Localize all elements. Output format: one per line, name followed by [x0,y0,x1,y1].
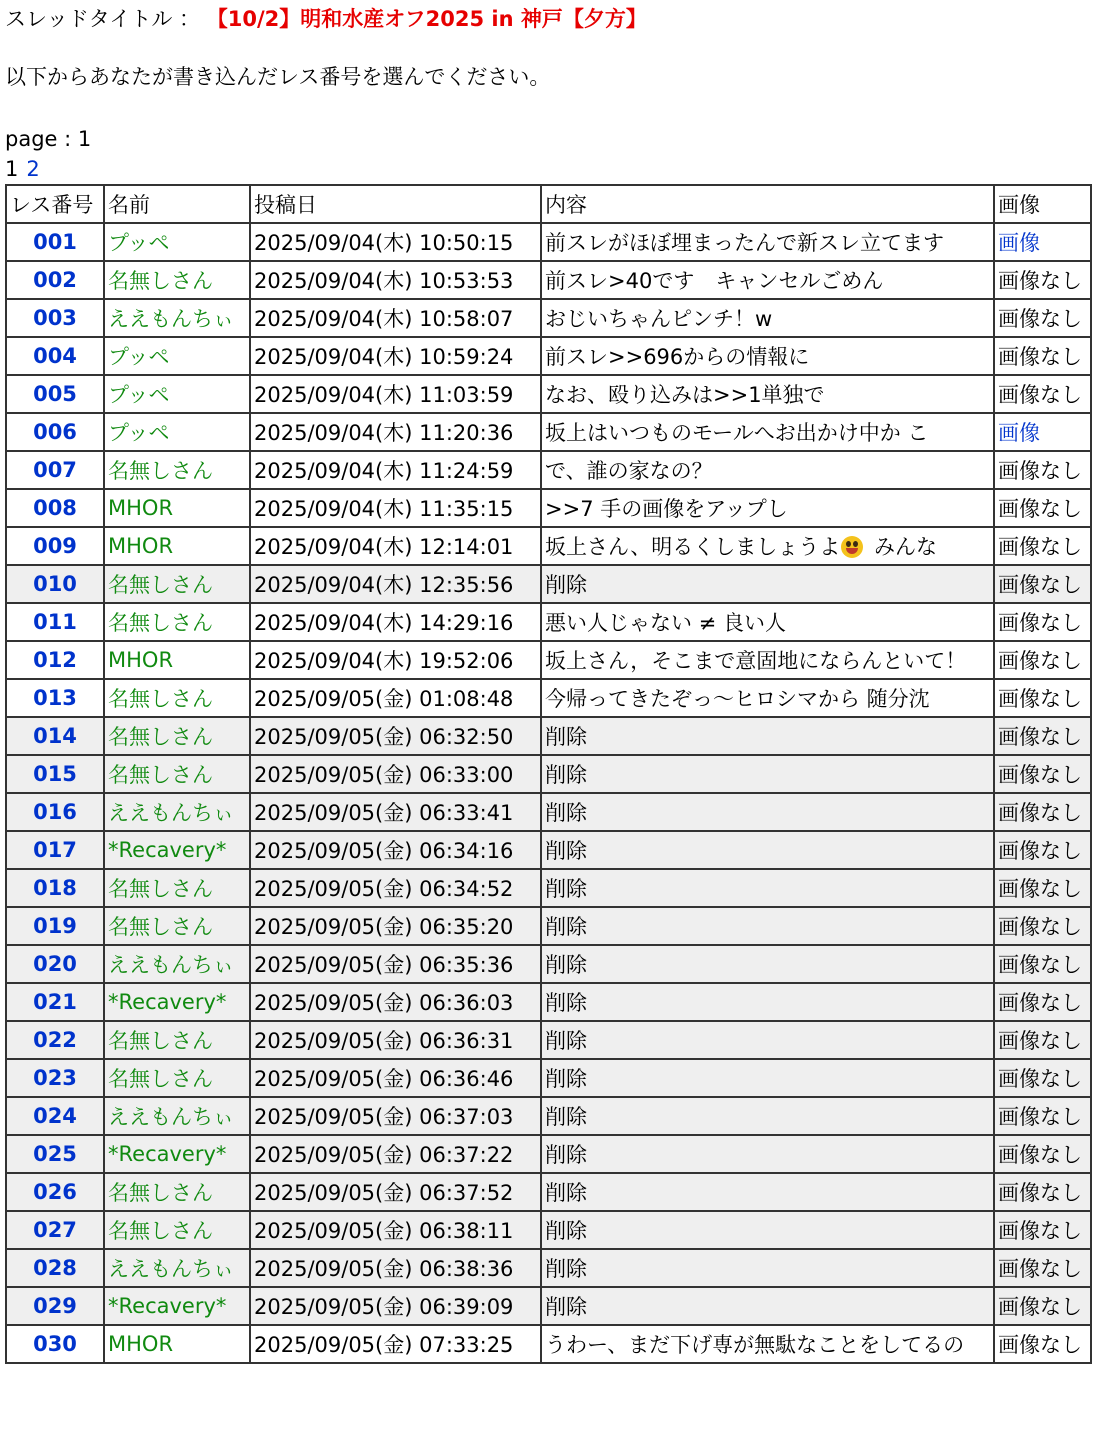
table-row [6,413,1091,451]
post-date: 2025/09/05(金) 06:39:09 [250,1287,541,1325]
post-content [541,1097,994,1135]
image-cell [994,489,1091,527]
no-image-text: 画像なし [998,763,1082,787]
post-content-text: うわー、まだ下げ専が無駄なことをしてるの [545,1333,965,1357]
res-number-link[interactable]: 026 [33,1180,77,1204]
post-content-text: 削除 [545,1029,587,1053]
post-content [541,945,994,983]
res-number-link[interactable]: 010 [33,572,77,596]
table-row [6,1097,1091,1135]
no-image-text: 画像なし [998,1257,1082,1281]
post-content-text: 削除 [545,1219,587,1243]
poster-name: 名無しさん [104,1059,250,1097]
poster-name: ええもんちぃ [104,945,250,983]
poster-name: MHOR [104,527,250,565]
image-cell [994,565,1091,603]
table-row [6,1021,1091,1059]
table-row [6,223,1091,261]
post-date: 2025/09/05(金) 06:36:03 [250,983,541,1021]
post-content [541,907,994,945]
post-content-text: >>7 手の画像をアップし [545,497,788,521]
table-row [6,1249,1091,1287]
post-content-text: 削除 [545,1105,587,1129]
table-row [6,1135,1091,1173]
res-number-link[interactable]: 021 [33,990,77,1014]
image-cell [994,945,1091,983]
post-content [541,679,994,717]
post-date: 2025/09/05(金) 06:33:41 [250,793,541,831]
table-row [6,489,1091,527]
post-date: 2025/09/05(金) 06:36:31 [250,1021,541,1059]
post-date: 2025/09/04(木) 10:58:07 [250,299,541,337]
page-indicator: page : 1 [5,127,92,151]
table-row [6,869,1091,907]
table-row [6,793,1091,831]
table-header-row [6,185,1091,223]
poster-name: 名無しさん [104,1021,250,1059]
res-number-cell [6,907,104,945]
post-content-text: 削除 [545,953,587,977]
post-date: 2025/09/04(木) 14:29:16 [250,603,541,641]
post-content-text: 削除 [545,915,587,939]
post-content [541,869,994,907]
post-table-body [6,223,1091,1363]
res-number-link[interactable]: 014 [33,724,77,748]
image-cell [994,1173,1091,1211]
post-content [541,223,994,261]
no-image-text: 画像なし [998,269,1082,293]
post-content [541,1135,994,1173]
no-image-text: 画像なし [998,383,1082,407]
res-number-link[interactable]: 013 [33,686,77,710]
table-row [6,527,1091,565]
poster-name: プッペ [104,413,250,451]
post-date: 2025/09/05(金) 06:38:36 [250,1249,541,1287]
res-number-cell [6,717,104,755]
res-number-link[interactable]: 006 [33,420,77,444]
image-cell [994,1249,1091,1287]
poster-name: ええもんちぃ [104,1097,250,1135]
res-number-cell [6,755,104,793]
post-content [541,413,994,451]
res-number-link[interactable]: 009 [33,534,77,558]
post-date: 2025/09/04(木) 10:53:53 [250,261,541,299]
post-content-text: 今帰ってきたぞっ～ヒロシマから 随分沈 [545,687,930,711]
image-cell [994,337,1091,375]
post-date: 2025/09/04(木) 11:03:59 [250,375,541,413]
no-image-text: 画像なし [998,1143,1082,1167]
image-cell [994,907,1091,945]
poster-name: ええもんちぃ [104,793,250,831]
table-row [6,603,1091,641]
no-image-text: 画像なし [998,915,1082,939]
post-content [541,1211,994,1249]
page-link-2[interactable]: 2 [26,157,40,181]
post-content [541,565,994,603]
poster-name: 名無しさん [104,451,250,489]
table-row [6,261,1091,299]
no-image-text: 画像なし [998,459,1082,483]
table-row [6,565,1091,603]
res-number-link[interactable]: 007 [33,458,77,482]
post-content-text: 削除 [545,877,587,901]
table-row [6,907,1091,945]
table-row [6,1287,1091,1325]
res-number-cell [6,793,104,831]
post-date: 2025/09/04(木) 12:35:56 [250,565,541,603]
poster-name: 名無しさん [104,755,250,793]
res-number-cell [6,603,104,641]
table-row [6,755,1091,793]
image-cell [994,831,1091,869]
post-content-text: 削除 [545,1143,587,1167]
res-number-cell [6,869,104,907]
poster-name: 名無しさん [104,679,250,717]
post-content-text: 坂上さん，そこまで意固地にならんといて！ [545,649,967,673]
no-image-text: 画像なし [998,573,1082,597]
image-link[interactable]: 画像 [998,231,1040,255]
res-number-link[interactable]: 020 [33,952,77,976]
image-cell [994,299,1091,337]
poster-name: 名無しさん [104,603,250,641]
header-res-number: レス番号 [6,185,104,223]
post-content [541,299,994,337]
image-cell [994,413,1091,451]
pagination [5,154,1090,184]
no-image-text: 画像なし [998,497,1082,521]
image-cell [994,223,1091,261]
post-content-text: なお、殴り込みは>>1単独で [545,383,825,407]
poster-name: 名無しさん [104,1173,250,1211]
res-number-cell [6,983,104,1021]
post-date: 2025/09/05(金) 06:36:46 [250,1059,541,1097]
post-content-text: 削除 [545,1295,587,1319]
poster-name: 名無しさん [104,261,250,299]
poster-name: *Recavery* [104,1287,250,1325]
post-date: 2025/09/05(金) 06:37:52 [250,1173,541,1211]
post-table [5,184,1092,1364]
image-cell [994,793,1091,831]
poster-name: ええもんちぃ [104,299,250,337]
post-date: 2025/09/05(金) 06:35:20 [250,907,541,945]
post-content-text: 削除 [545,725,587,749]
res-number-cell [6,1021,104,1059]
post-content-text: 削除 [545,763,587,787]
res-number-link[interactable]: 018 [33,876,77,900]
res-number-link[interactable]: 016 [33,800,77,824]
grinning-face-emoji-icon [841,536,863,558]
image-cell [994,375,1091,413]
no-image-text: 画像なし [998,877,1082,901]
post-date: 2025/09/04(木) 11:35:15 [250,489,541,527]
no-image-text: 画像なし [998,1219,1082,1243]
post-content [541,1325,994,1363]
post-content [541,337,994,375]
no-image-text: 画像なし [998,1105,1082,1129]
poster-name: 名無しさん [104,869,250,907]
res-number-link[interactable]: 025 [33,1142,77,1166]
table-row [6,1173,1091,1211]
post-content [541,717,994,755]
no-image-text: 画像なし [998,1181,1082,1205]
post-date: 2025/09/04(木) 11:20:36 [250,413,541,451]
post-content [541,527,994,565]
no-image-text: 画像なし [998,1333,1082,1357]
res-number-link[interactable]: 001 [33,230,77,254]
no-image-text: 画像なし [998,839,1082,863]
post-content-text: 坂上さん、明るくしましょうよ [545,535,841,559]
res-number-cell [6,413,104,451]
image-cell [994,1059,1091,1097]
thread-title-line [5,2,1090,36]
table-row [6,983,1091,1021]
post-content [541,603,994,641]
table-row [6,375,1091,413]
res-number-link[interactable]: 011 [33,610,77,634]
table-row [6,831,1091,869]
table-row [6,679,1091,717]
post-content-text: 削除 [545,839,587,863]
post-date: 2025/09/04(木) 11:24:59 [250,451,541,489]
post-content-text: 前スレ>>696からの情報に [545,345,810,369]
post-content-text: 前スレがほぼ埋まったんで新スレ立てます [545,231,944,255]
post-content-text: 削除 [545,801,587,825]
post-date: 2025/09/05(金) 06:34:16 [250,831,541,869]
post-date: 2025/09/04(木) 10:50:15 [250,223,541,261]
post-content-text: 削除 [545,991,587,1015]
image-cell [994,527,1091,565]
image-cell [994,717,1091,755]
res-number-cell [6,945,104,983]
poster-name: ええもんちぃ [104,1249,250,1287]
post-content [541,451,994,489]
header-image: 画像 [994,185,1091,223]
res-number-link[interactable]: 029 [33,1294,77,1318]
res-number-link[interactable]: 017 [33,838,77,862]
poster-name: プッペ [104,337,250,375]
res-number-cell [6,1059,104,1097]
image-cell [994,1325,1091,1363]
post-date: 2025/09/05(金) 06:35:36 [250,945,541,983]
res-number-link[interactable]: 024 [33,1104,77,1128]
image-cell [994,261,1091,299]
post-content-text: で、誰の家なの？ [545,459,713,483]
instruction-text: 以下からあなたが書き込んだレス番号を選んでください。 [5,65,551,89]
table-row [6,299,1091,337]
poster-name: プッペ [104,375,250,413]
res-number-cell [6,1287,104,1325]
image-cell [994,1287,1091,1325]
post-date: 2025/09/05(金) 06:37:03 [250,1097,541,1135]
thread-title-label: スレッドタイトル ： [5,7,207,31]
post-date: 2025/09/05(金) 06:32:50 [250,717,541,755]
res-number-link[interactable]: 027 [33,1218,77,1242]
res-number-link[interactable]: 004 [33,344,77,368]
table-row [6,641,1091,679]
no-image-text: 画像なし [998,649,1082,673]
post-content [541,1059,994,1097]
post-content [541,983,994,1021]
res-number-link[interactable]: 015 [33,762,77,786]
no-image-text: 画像なし [998,801,1082,825]
res-number-cell [6,223,104,261]
header-post-date: 投稿日 [250,185,541,223]
res-number-cell [6,1249,104,1287]
post-content [541,1173,994,1211]
res-number-link[interactable]: 003 [33,306,77,330]
post-content-text: おじいちゃんピンチ！w [545,307,773,331]
res-number-cell [6,261,104,299]
table-row [6,451,1091,489]
image-cell [994,755,1091,793]
post-content [541,1249,994,1287]
no-image-text: 画像なし [998,1029,1082,1053]
post-date: 2025/09/05(金) 06:37:22 [250,1135,541,1173]
post-content [541,375,994,413]
no-image-text: 画像なし [998,611,1082,635]
no-image-text: 画像なし [998,1067,1082,1091]
image-cell [994,641,1091,679]
res-number-link[interactable]: 028 [33,1256,77,1280]
poster-name: 名無しさん [104,717,250,755]
res-number-cell [6,527,104,565]
table-row [6,1325,1091,1363]
res-number-link[interactable]: 005 [33,382,77,406]
poster-name: MHOR [104,489,250,527]
res-number-link[interactable]: 012 [33,648,77,672]
post-content-text: 坂上はいつものモールへお出かけ中か こ [545,421,929,445]
res-number-cell [6,375,104,413]
table-row [6,1211,1091,1249]
post-content [541,1287,994,1325]
post-date: 2025/09/05(金) 06:33:00 [250,755,541,793]
poster-name: *Recavery* [104,831,250,869]
image-cell [994,1211,1091,1249]
post-content [541,831,994,869]
poster-name: プッペ [104,223,250,261]
res-number-link[interactable]: 002 [33,268,77,292]
post-content-suffix: みんな [867,535,937,559]
res-number-link[interactable]: 008 [33,496,77,520]
poster-name: *Recavery* [104,1135,250,1173]
image-cell [994,1135,1091,1173]
post-date: 2025/09/04(木) 19:52:06 [250,641,541,679]
poster-name: 名無しさん [104,1211,250,1249]
poster-name: MHOR [104,1325,250,1363]
no-image-text: 画像なし [998,725,1082,749]
res-number-link[interactable]: 022 [33,1028,77,1052]
image-cell [994,603,1091,641]
table-row [6,945,1091,983]
current-page: 1 [5,157,19,181]
poster-name: 名無しさん [104,907,250,945]
res-number-cell [6,489,104,527]
image-cell [994,1097,1091,1135]
image-cell [994,1021,1091,1059]
no-image-text: 画像なし [998,535,1082,559]
res-number-cell [6,565,104,603]
post-content [541,489,994,527]
image-cell [994,451,1091,489]
poster-name: 名無しさん [104,565,250,603]
post-content-text: 前スレ>40です キャンセルごめん [545,269,884,293]
res-number-cell [6,337,104,375]
image-link[interactable]: 画像 [998,421,1040,445]
post-content [541,641,994,679]
post-content-text: 削除 [545,1067,587,1091]
post-date: 2025/09/05(金) 07:33:25 [250,1325,541,1363]
poster-name: *Recavery* [104,983,250,1021]
no-image-text: 画像なし [998,687,1082,711]
res-number-cell [6,451,104,489]
post-content-text: 削除 [545,1257,587,1281]
table-row [6,717,1091,755]
res-number-cell [6,679,104,717]
header-content: 内容 [541,185,994,223]
res-number-cell [6,1135,104,1173]
no-image-text: 画像なし [998,991,1082,1015]
res-number-cell [6,1325,104,1363]
post-content [541,755,994,793]
post-content-text: 悪い人じゃない ≠ 良い人 [545,611,786,635]
no-image-text: 画像なし [998,307,1082,331]
post-date: 2025/09/05(金) 06:34:52 [250,869,541,907]
post-date: 2025/09/04(木) 10:59:24 [250,337,541,375]
no-image-text: 画像なし [998,1295,1082,1319]
res-number-link[interactable]: 030 [33,1332,77,1356]
res-number-cell [6,1211,104,1249]
res-number-link[interactable]: 023 [33,1066,77,1090]
image-cell [994,869,1091,907]
post-date: 2025/09/05(金) 01:08:48 [250,679,541,717]
image-cell [994,679,1091,717]
no-image-text: 画像なし [998,345,1082,369]
res-number-cell [6,1173,104,1211]
table-row [6,337,1091,375]
res-number-cell [6,641,104,679]
image-cell [994,983,1091,1021]
post-content [541,793,994,831]
res-number-link[interactable]: 019 [33,914,77,938]
post-content-text: 削除 [545,1181,587,1205]
post-content-text: 削除 [545,573,587,597]
res-number-cell [6,299,104,337]
post-content [541,261,994,299]
post-date: 2025/09/04(木) 12:14:01 [250,527,541,565]
no-image-text: 画像なし [998,953,1082,977]
header-name: 名前 [104,185,250,223]
table-row [6,1059,1091,1097]
res-number-cell [6,1097,104,1135]
res-number-cell [6,831,104,869]
post-content [541,1021,994,1059]
post-date: 2025/09/05(金) 06:38:11 [250,1211,541,1249]
thread-title: 【10/2】明和水産オフ2025 in 神戸【夕方】 [206,7,647,31]
poster-name: MHOR [104,641,250,679]
